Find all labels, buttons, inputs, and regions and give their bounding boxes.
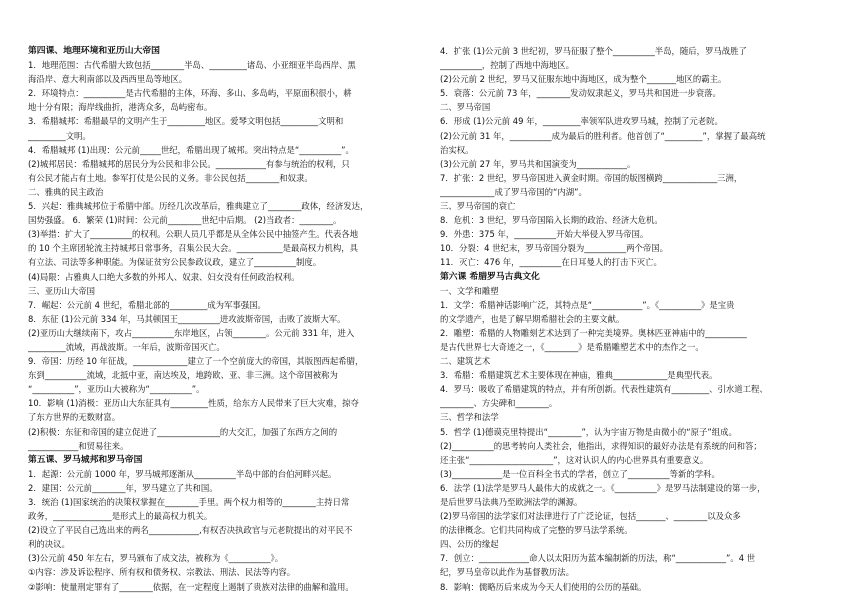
text-line: 7．创立：____________命人以太阳历为蓝本编制新的历法，称“____________”。4 世 (440, 553, 756, 564)
text-line: (2)罗马帝国的法学家们对法律进行了广泛论证，包括_______、________以及众多 (440, 511, 741, 522)
text-line: (2)积极：东征和帝国的建立促进了_______________的大交汇，加强了东西方之间的 (28, 426, 338, 437)
text-line: (2)城邦居民：希腊城邦的居民分为公民和非公民。____________有参与统治的权利，只 (28, 158, 350, 169)
text-line: 8．危机：3 世纪，罗马帝国陷入长期的政治、经济大危机。 (440, 215, 663, 226)
text-line: 有公民才能占有土地。参军打仗是公民的义务。非公民包括________和奴隶。 (28, 172, 313, 183)
text-line: 的 10 个主席团轮流主持城邦日常事务，召集公民大会。___________是最高权力机构，具 (28, 243, 359, 254)
text-line: 7．扩张：2 世纪，罗马帝国进入黄金时期。帝国的版图横跨_____________三洲， (440, 172, 743, 183)
text-line: 6．法学 (1)法学是罗马人最伟大的成就之一。《__________》是罗马法制建设的第一步， (440, 482, 766, 493)
text-line: 地十分有限；海岸线曲折，港湾众多，岛屿密布。 (28, 102, 213, 113)
text-line: 1．地理范围：古代希腊大致包括________半岛、_________诸岛、小亚细亚半岛西岸、黑 (28, 60, 356, 71)
text-line: 纪，罗马皇帝以此作为基督教历法。 (440, 567, 574, 578)
text-line: 2．建国：公元前________年，罗马建立了共和国。 (28, 482, 218, 493)
text-line: 海沿岸、意大利南部以及西西里岛等地区。 (28, 74, 188, 85)
text-line: 3．希腊城邦：希腊最早的文明产生于_________地区。爱琴文明包括_________文明和 (28, 116, 344, 127)
lesson-heading: 第五课、罗马城邦和罗马帝国 (28, 454, 143, 465)
text-line: 3．统治 (1)国家统治的决策权掌握在________手里。两个权力相等的________主持日常 (28, 497, 350, 507)
text-line: 还主张“____________________”，这对认识人的内心世界具有重要意义。 (440, 454, 709, 465)
text-line: 2．环境特点：__________是古代希腊的主体，环海、多山、多岛屿，平原面积很小，耕 (28, 88, 352, 99)
text-line: 二、雅典的民主政治 (28, 186, 104, 197)
text-line: 三、罗马帝国的衰亡 (440, 201, 516, 212)
lesson-heading: 第四课、地理环境和亚历山大帝国 (28, 46, 160, 56)
text-line: ____________和贸易往来。 (28, 440, 129, 451)
text-line: 一、文学和雕塑 (440, 285, 499, 296)
text-line: ①内容：涉及诉讼程序、所有权和债务权、宗教法、刑法、民法等内容。 (28, 567, 296, 578)
text-line: 政务，______________是形式上的最高权力机关。 (28, 511, 213, 522)
text-line: 9．外患：375 年，__________开始大举侵入罗马帝国。 (440, 229, 649, 240)
text-line: 四、公历的缘起 (440, 539, 499, 550)
text-line: 了东方世界的无数财富。 (28, 412, 121, 423)
text-line: 东到__________流域，北抵中亚，南达埃及，地跨欧、亚、非三洲。这个帝国被称为 (28, 370, 338, 381)
text-line: (2)设立了平民自己选出来的两名____________,有权否决执政官与元老院提出的对平民不 (28, 525, 353, 536)
text-line: (3)举措：扩大了__________的权利。公职人员几乎都是从全体公民中抽签产生。代表各地 (28, 229, 359, 240)
text-line: 6．形成 (1)公元前 49 年，_________率领军队进攻罗马城，控制了元老院。 (440, 116, 723, 127)
text-line: 3．希腊：希腊建筑艺术主要体现在神庙，雅典_____________是典型代表。 (440, 370, 718, 381)
text-line: 10．分裂：4 世纪末，罗马帝国分裂为__________两个帝国。 (440, 243, 669, 254)
text-line: 1．文学：希腊神话影响广泛，其特点是“____________”。《__________》是宝贵 (440, 299, 735, 310)
text-line: 8．影响：儒略历后来成为今天人们使用的公历的基础。 (440, 581, 647, 592)
text-line: 的文学遗产，也是了解早期希腊社会的主要文献。 (440, 313, 625, 324)
text-line: 二、建筑艺术 (440, 356, 491, 367)
text-line: _________文明。 (28, 130, 91, 141)
text-line: (2)亚历山大继续南下，攻占__________东岸地区，占领________。公元前 331 年，进入 (28, 327, 355, 338)
text-line: ②影响：使量刑定罪有了________依据，在一定程度上遏制了贵族对法律的曲解和滥用。 (28, 581, 354, 592)
text-line: 7．崛起：公元前 4 世纪，希腊北部的_________成为军事强国。 (28, 299, 266, 310)
text-line: 10．影响 (1)消极：亚历山大东征具有_________性质，给东方人民带来了巨大灾难，掠夺 (28, 398, 359, 409)
text-line: _____________成了罗马帝国的“内湖”。 (440, 186, 587, 197)
text-line: 三、亚历山大帝国 (28, 285, 95, 296)
text-line: (2)公元前 2 世纪，罗马又征服东地中海地区，成为整个_______地区的霸主。 (440, 74, 727, 85)
text-line: 1．起源：公元前 1000 年，罗马城邦逐渐从__________半岛中部的台伯河畔兴起。 (28, 468, 337, 479)
text-line: 是古代世界七大奇迹之一，《________》是希腊雕塑艺术中的杰作之一。 (440, 341, 704, 352)
text-line: (3)公元前 27 年，罗马共和国演变为____________。 (440, 158, 636, 169)
text-line: (3)公元前 450 年左右，罗马颁布了成文法，被称为《__________》。 (28, 553, 284, 564)
text-line: 5．衰落：公元前 73 年，________发动奴隶起义，罗马共和国进一步衰落。 (440, 88, 721, 99)
text-line: 5．兴起：雅典城邦位于希腊中部。历经几次改革后，雅典建立了________政体，经济发达， (28, 201, 369, 212)
text-line: 8．东征 (1)公元前 334 年，马其顿国王__________进攻波斯帝国，击败了波斯大军。 (28, 313, 346, 324)
text-line: 9．帝国：历经 10 年征战，_____________建立了一个空前庞大的帝国，其版图西起希腊， (28, 356, 364, 367)
left-column (28, 44, 440, 594)
text-line: 4．扩张 (1)公元前 3 世纪初，罗马征服了整个__________半岛，随后，罗马战胜了 (440, 46, 747, 56)
text-line: ________、方尖碑和________。 (440, 398, 558, 409)
text-line: 国势强盛。 6．繁荣 (1)时间：公元前________世纪中后期。 (2)当政者：________。 (28, 215, 342, 226)
text-line: _________流域，再战波斯。一年后，波斯帝国灭亡。 (28, 341, 225, 352)
text-line: 治实权。 (440, 144, 474, 155)
text-line: (2)__________的思考转向人类社会，他指出，求得知识的最好办法是有系统的问和答； (440, 440, 762, 451)
text-line: 利的决议。 (28, 539, 70, 550)
text-line: “__________”，亚历山大被称为“__________”。 (28, 384, 205, 395)
text-line: 有立法、司法等多种职能。为保证贫穷公民参政议政，建立了__________制度。 (28, 257, 322, 268)
text-line: (4)局限：占雅典人口绝大多数的外邦人、奴隶、妇女没有任何政治权利。 (28, 271, 300, 282)
text-line: __________，控制了西地中海地区。 (440, 60, 574, 71)
text-line: (3)____________是一位百科全书式的学者，创立了__________等新的学科。 (440, 468, 720, 479)
text-line: 二、罗马帝国 (440, 102, 491, 113)
right-column (440, 44, 852, 594)
text-line: 2．雕塑：希腊的人物雕刻艺术达到了一种完美境界。奥林匹亚神庙中的__________ (440, 327, 747, 338)
text-line: 11．灭亡：476 年，__________在日耳曼人的打击下灭亡。 (440, 257, 662, 268)
text-line: 5．哲学 (1)德谟克里特提出“________”，认为宇宙万物是由微小的“原子”组成。 (440, 426, 737, 437)
text-line: (2)公元前 31 年，__________成为最后的胜利者。他首创了“_________”，掌握了最高统 (440, 130, 766, 141)
text-line: 4．罗马：吸收了希腊建筑的特点，并有所创新。代表性建筑有_________、引水道工程、 (440, 384, 768, 395)
lesson-heading: 第六课 希腊罗马古典文化 (440, 271, 540, 282)
text-line: 是后世罗马法典乃至欧洲法学的渊源。 (440, 497, 583, 507)
text-line: 三、哲学和法学 (440, 412, 499, 423)
text-line: 的法律概念。它们共同构成了完整的罗马法学系统。 (440, 525, 633, 536)
text-line: 4．希腊城邦 (1)出现：公元前_____世纪，希腊出现了城邦。突出特点是“__________”。 (28, 144, 354, 155)
